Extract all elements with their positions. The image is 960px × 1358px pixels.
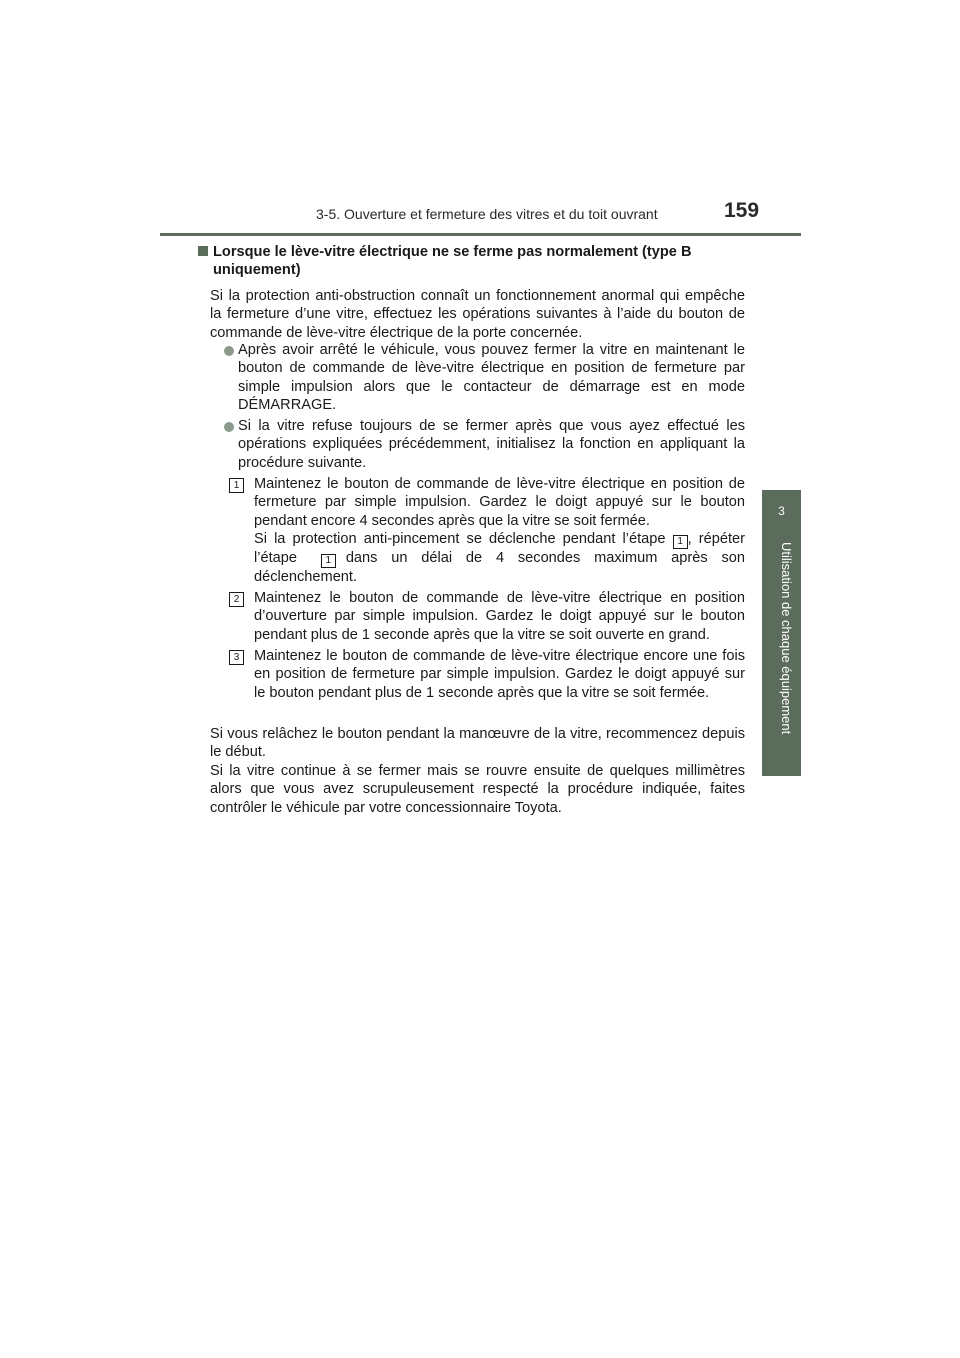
step-2	[254, 589, 745, 644]
step-1-note	[254, 530, 745, 586]
bullet-2-text: Si la vitre refuse toujours de se fermer après que vous ayez effectué les opérations expliquées précédemment, initialisez la fonction en appliquant la procédure suivante.	[238, 418, 745, 471]
square-bullet-icon	[198, 246, 208, 256]
heading-line-2: uniquement)	[213, 262, 301, 279]
step-3	[254, 647, 745, 702]
step-number-box: 3	[229, 650, 244, 665]
chapter-tab	[762, 490, 801, 776]
chapter-label: Utilisation de chaque équipement	[779, 542, 794, 735]
page-number: 159	[724, 199, 760, 222]
bullet-1-text: Après avoir arrêté le véhicule, vous pouvez fermer la vitre en maintenant le bouton de commande de lève-vitre électrique en position de fermeture par simple impulsion alors que le contacteur de démarrage est en mode DÉMARRAGE.	[238, 342, 745, 414]
step-ref-box: 1	[321, 554, 336, 568]
closing-1-text: Si vous relâchez le bouton pendant la manœuvre de la vitre, recommencez depuis le début.	[210, 726, 745, 761]
step-number-box: 2	[229, 592, 244, 607]
step-1	[254, 475, 745, 587]
bullet-item-1	[238, 341, 745, 415]
step-1-note-b: , répéter l’étape	[254, 531, 745, 567]
closing-paragraph-2	[210, 762, 745, 817]
step-2-text: Maintenez le bouton de commande de lève-vitre électrique en position d’ouverture par simple impulsion. Gardez le doigt appuyé sur le bouton pendant plus de 1 seconde après que la vitre se soit ouverte en grand.	[254, 590, 745, 643]
step-ref-box: 1	[673, 535, 688, 549]
step-1-text: Maintenez le bouton de commande de lève-vitre électrique en position de fermeture par simple impulsion. Gardez le doigt appuyé sur le bouton pendant encore 4 secondes après que la vitre se soit fermée.	[254, 476, 745, 529]
step-1-note-c: dans un délai de 4 secondes maximum après son déclenchement.	[254, 550, 745, 586]
bullet-item-2	[238, 417, 745, 472]
heading-line-1: Lorsque le lève-vitre électrique ne se ferme pas normalement (type B	[213, 244, 692, 260]
chapter-number: 3	[778, 504, 785, 518]
circle-bullet-icon	[224, 419, 238, 433]
closing-paragraph-1	[210, 725, 745, 762]
section-title: 3-5. Ouverture et fermeture des vitres et du toit ouvrant	[316, 206, 658, 222]
step-number-box: 1	[229, 478, 244, 493]
step-1-note-a: Si la protection anti-pincement se déclenche pendant l’étape	[254, 531, 666, 548]
intro-paragraph	[210, 287, 745, 342]
header-rule	[160, 233, 801, 236]
step-3-text: Maintenez le bouton de commande de lève-vitre électrique encore une fois en position de fermeture par simple impulsion. Gardez le doigt appuyé sur le bouton pendant plus de 1 seconde après que la vitre se soit fermée.	[254, 648, 745, 701]
circle-bullet-icon	[224, 343, 238, 357]
section-heading	[198, 243, 745, 280]
intro-text: Si la protection anti-obstruction connaît un fonctionnement anormal qui empêche la fermeture d’une vitre, effectuez les opérations suivantes à l’aide du bouton de commande de lève-vitre électrique de la porte concernée.	[210, 288, 745, 341]
closing-2-text: Si la vitre continue à se fermer mais se rouvre ensuite de quelques millimètres alors que vous avez scrupuleusement respecté la procédure indiquée, faites contrôler le véhicule par votre concessionnaire Toyota.	[210, 763, 745, 816]
